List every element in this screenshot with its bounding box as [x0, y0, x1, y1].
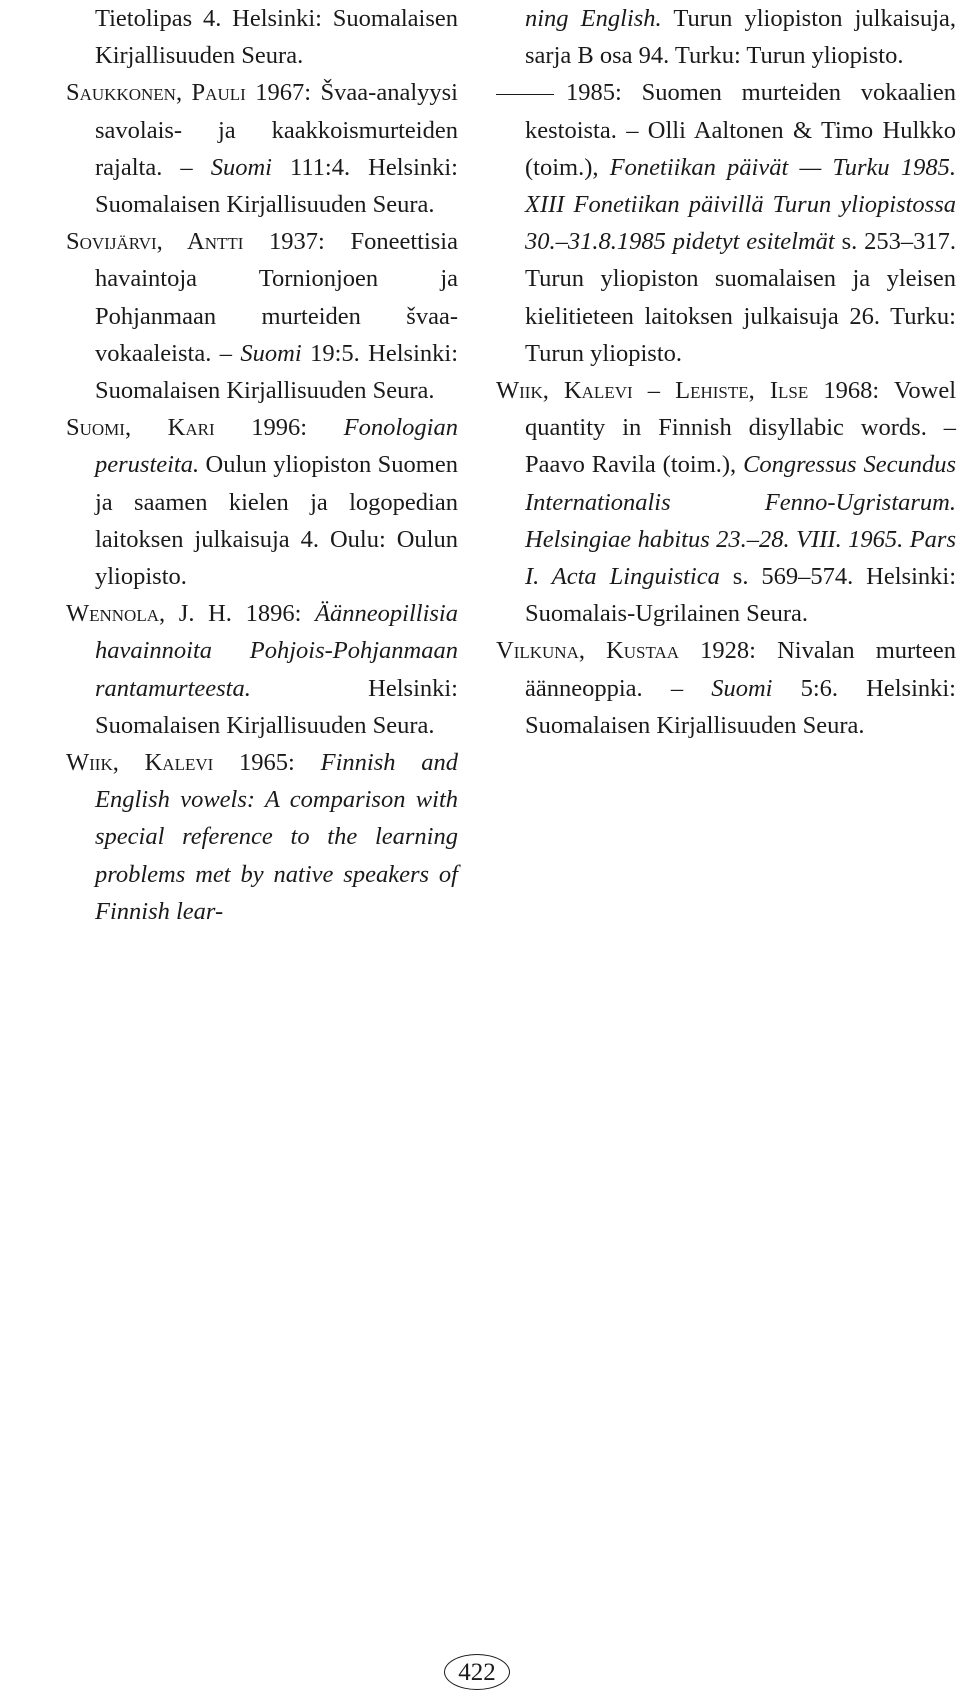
work-title: Äänneopillisia havainnoita Pohjois-Pohjanmaan rantamurteesta. [95, 600, 458, 702]
bibliography-entry: Suomi, Kari 1996: Fonologian perusteita. Oulun yliopiston Suomen ja saamen kielen ja logopedian laitoksen julkaisuja 4. Oulu: Oulun yliopisto. [66, 414, 458, 591]
bibliography-entry-continuation: ning English. Turun yliopiston julkaisuja, sarja B osa 94. Turku: Turun yliopisto. [525, 5, 957, 70]
bibliography-entry: Vilkuna, Kustaa 1928: Nivalan murteen äänneoppia. – Suomi 5:6. Helsinki: Suomalaisen Kirjallisuuden Seura. [496, 637, 956, 739]
work-title: Finnish and English vowels: A comparison with special reference to the learning problems met by native speakers of Finnish lear- [95, 749, 458, 925]
bibliography-entry: Wiik, Kalevi 1965: Finnish and English vowels: A comparison with special reference to the learning problems met by native speakers of Finnish lear- [66, 749, 458, 925]
author: Sovijärvi, Antti [66, 228, 244, 256]
series-title: Suomi [210, 153, 272, 181]
right-column [496, 0, 956, 744]
author: Vilkuna, Kustaa [496, 637, 680, 665]
bibliography-entry-continuation: Tietolipas 4. Helsinki: Suomalaisen Kirjallisuuden Seura. [95, 5, 458, 70]
author: Wiik, Kalevi [66, 749, 214, 777]
bibliography-entry: Saukkonen, Pauli 1967: Švaa-analyysi savolais- ja kaakkoismurteiden rajalta. – Suomi 111:4. Helsinki: Suomalaisen Kirjallisuuden Seura. [66, 79, 458, 219]
page-number: 422 [444, 1654, 510, 1690]
left-column [66, 0, 458, 930]
work-title: Fonologian perusteita. [95, 414, 458, 479]
series-title: Suomi [240, 339, 302, 367]
bibliography-entry: Sovijärvi, Antti 1937: Foneettisia havaintoja Tornionjoen ja Pohjanmaan murteiden švaa-vokaaleista. – Suomi 19:5. Helsinki: Suomalaisen Kirjallisuuden Seura. [66, 228, 458, 405]
author: Wennola, J. H. [66, 600, 232, 628]
work-title: Fonetiikan päivät — Turku 1985. XIII Fonetiikan päivillä Turun yliopistossa 30.–31.8.1985 pidetyt esitelmät [525, 153, 956, 256]
work-title: Congressus Secundus Internationalis Fenno-Ugristarum. Helsingiae habitus 23.–28. VIII. 1965. Pars I. Acta Linguistica [525, 451, 956, 591]
repeated-author-dash [496, 94, 554, 95]
author: Suomi, Kari [66, 414, 215, 442]
author: Wiik, Kalevi – Lehiste, Ilse [496, 377, 809, 405]
bibliography-entry: Wennola, J. H. 1896: Äänneopillisia havainnoita Pohjois-Pohjanmaan rantamurteesta. Helsinki: Suomalaisen Kirjallisuuden Seura. [66, 600, 458, 739]
bibliography-entry: Wiik, Kalevi – Lehiste, Ilse 1968: Vowel quantity in Finnish disyllabic words. – Paavo Ravila (toim.), Congressus Secundus Internationalis Fenno-Ugristarum. Helsingiae habitus 23.–28. VIII. 1965. Pars I. Acta Linguistica s. 569–574. Helsinki: Suomalais-Ugrilainen Seura. [496, 377, 956, 628]
work-title: ning English. [525, 5, 662, 32]
bibliography-entry: 1985: Suomen murteiden vokaalien kestoista. – Olli Aaltonen & Timo Hulkko (toim.), Fonetiikan päivät — Turku 1985. XIII Fonetiikan päivillä Turun yliopistossa 30.–31.8.1985 pidetyt esitelmät s. 253–317. Turun yliopiston suomalaisen ja yleisen kielitieteen laitoksen julkaisuja 26. Turku: Turun yliopisto. [496, 74, 956, 372]
author: Saukkonen, Pauli [66, 79, 246, 107]
series-title: Suomi [711, 674, 773, 702]
